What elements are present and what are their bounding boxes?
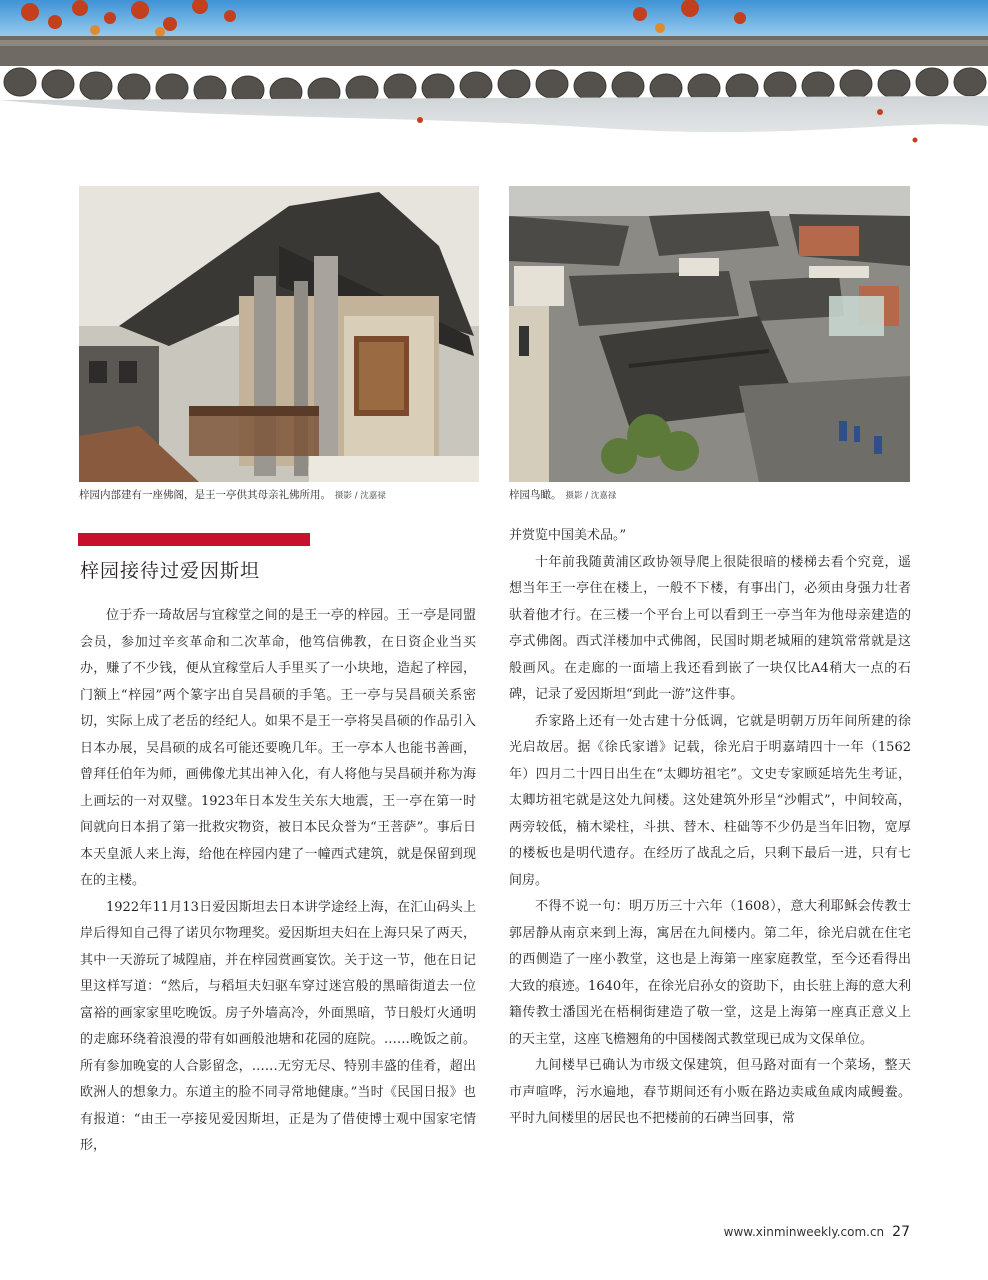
left-photo-caption — [79, 487, 386, 502]
photo-credit: 摄影 / 沈嘉禄 — [335, 491, 386, 501]
paragraph: 九间楼早已确认为市级文保建筑，但马路对面有一个菜场，整天市声喧哗，污水遍地，春节期间还有小贩在路边卖咸鱼咸肉咸鳗鲞。平时九间楼里的居民也不把楼前的石碑当回事，常 — [509, 1058, 911, 1126]
caption-text: 梓园鸟瞰。 — [509, 489, 562, 501]
paragraph: 位于乔一琦故居与宜稼堂之间的是王一亭的梓园。王一亭是同盟会员，参加过辛亥革命和二次革命，他笃信佛教，在日资企业当买办，赚了不少钱，便从宜稼堂后人手里买了一小块地，造起了梓园，门额上“梓园”两个篆字出自吴昌硕的手笔。王一亭与吴昌硕关系密切，实际上成了老岳的经纪人。如果不是王一亭将吴昌硕的作品引入日本办展，吴昌硕的成名可能还要晚几年。王一亭本人也能书善画，曾拜任伯年为师，画佛像尤其出神入化，有人将他与吴昌硕并称为海上画坛的一对双璧。1923年日本发生关东大地震，王一亭在第一时间就向日本捐了第一批救灾物资，被日本民众誉为“王菩萨”。事后日本天皇派人来上海，给他在梓园内建了一幢西式建筑，就是保留到现在的主楼。 — [80, 608, 476, 888]
section-accent-bar — [78, 533, 310, 546]
header-banner-image — [0, 0, 988, 190]
page-number: 27 — [892, 1224, 910, 1240]
article-column-right — [509, 523, 911, 1133]
right-photo-caption — [509, 487, 616, 502]
section-title: 梓园接待过爱因斯坦 — [80, 560, 261, 582]
page-footer — [724, 1224, 910, 1240]
paragraph-continuation: 并赏览中国美术品。” — [509, 528, 627, 543]
paragraph: 1922年11月13日爱因斯坦去日本讲学途经上海，在汇山码头上岸后得知自己得了诺贝尔物理奖。爱因斯坦夫妇在上海只呆了两天，其中一天游玩了城隍庙，并在梓园赏画宴饮。关于这一节，他在日记里这样写道：“然后，与稻垣夫妇驱车穿过迷宫般的黑暗街道去一位富裕的画家家里吃晚饭。房子外墙高冷，外面黑暗，节日般灯火通明的走廊环绕着浪漫的带有如画般池塘和花园的庭院。……晚饭之前。所有参加晚宴的人合影留念，……无穷无尽、特别丰盛的佳肴，超出欧洲人的想象力。东道主的脸不同寻常地健康。”当时《民国日报》也有报道：“由王一亭接见爱因斯坦，正是为了借使博士观中国家宅情形， — [80, 899, 476, 1153]
aerial-photo — [509, 186, 910, 482]
paragraph: 乔家路上还有一处古建十分低调，它就是明朝万历年间所建的徐光启故居。据《徐氏家谱》记载，徐光启于明嘉靖四十一年（1562年）四月二十四日出生在“太卿坊祖宅”。文史专家顾延培先生考证，太卿坊祖宅就是这处九间楼。这处建筑外形呈“沙帽式”，中间较高，两旁较低，楠木梁柱，斗拱、替木、柱础等不少仍是当年旧物，宽厚的楼板也是明代遗存。在经历了战乱之后，只剩下最后一进，只有七间房。 — [509, 713, 911, 888]
caption-text: 梓园内部建有一座佛阁，是王一亭供其母亲礼佛所用。 — [79, 489, 331, 501]
pavilion-photo — [79, 186, 479, 482]
website-url: www.xinminweekly.com.cn — [723, 1225, 885, 1239]
paragraph: 十年前我随黄浦区政协领导爬上很陡很暗的楼梯去看个究竟，遥想当年王一亭住在楼上，一般不下楼，有事出门，必须由身强力壮者驮着他才行。在三楼一个平台上可以看到王一亭当年为他母亲建造的亭式佛阁。西式洋楼加中式佛阁，民国时期老城厢的建筑常常就是这般画风。在走廊的一面墙上我还看到嵌了一块仅比A4稍大一点的石碑，记录了爱因斯坦“到此一游”这件事。 — [509, 554, 911, 702]
photo-credit: 摄影 / 沈嘉禄 — [565, 491, 617, 501]
roof-tiles-illustration — [0, 0, 988, 190]
paragraph: 不得不说一句：明万历三十六年（1608），意大利耶稣会传教士郭居静从南京来到上海，寓居在九间楼内。第二年，徐光启就在住宅的西侧造了一座小教堂，这也是上海第一座家庭教堂，至今还看得出大致的痕迹。1640年，在徐光启孙女的资助下，由长驻上海的意大利籍传教士潘国光在梧桐街建造了敬一堂，这是上海第一座真正意义上的天主堂，这座飞檐翘角的中国楼阁式教堂现已成为文保单位。 — [509, 899, 911, 1047]
article-column-left — [80, 603, 476, 1160]
